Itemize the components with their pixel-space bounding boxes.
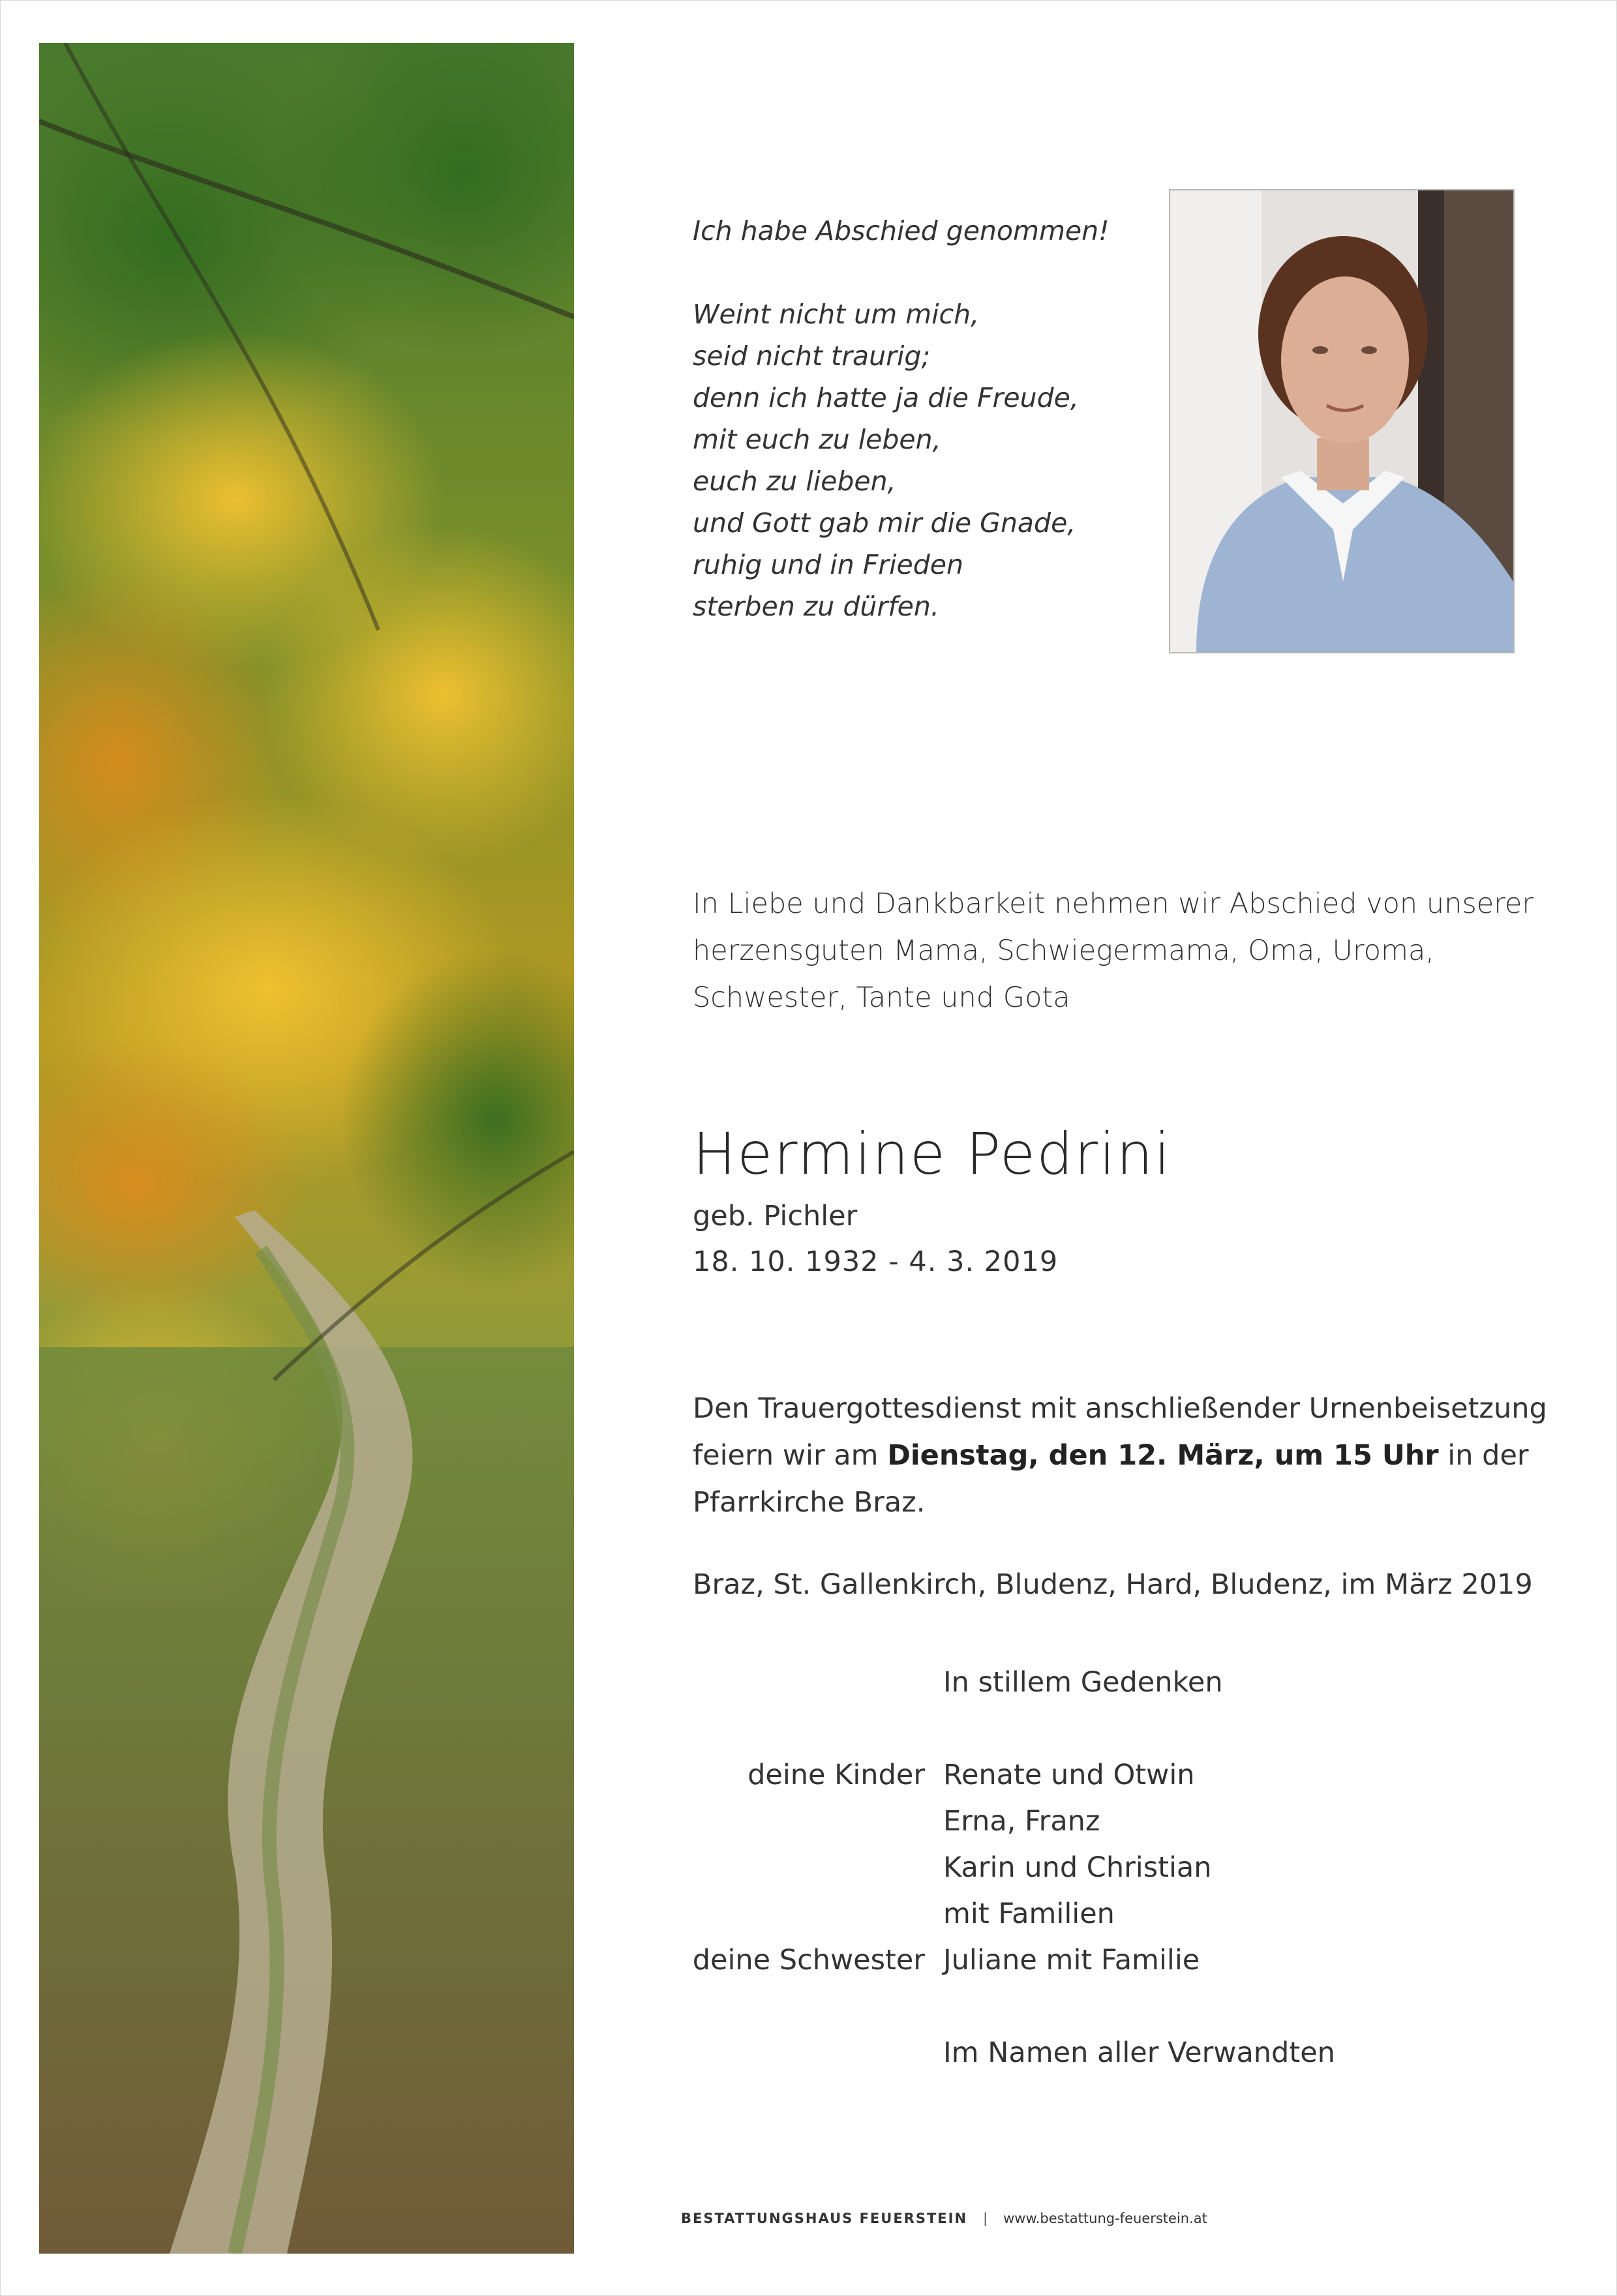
intro-line: In Liebe und Dankbarkeit nehmen wir Abschied von unserer — [693, 887, 1534, 920]
poem-line: ruhig und in Frieden — [693, 549, 964, 580]
website-link[interactable]: www.bestattung-feuerstein.at — [1003, 2211, 1207, 2226]
service-text: in der — [1438, 1439, 1529, 1472]
portrait-photo — [1169, 189, 1515, 653]
poem — [693, 210, 1136, 627]
mourner-name: mit Familien — [943, 1898, 1115, 1930]
poem-title: Ich habe Abschied genommen! — [693, 215, 1110, 246]
birth-name: geb. Pichler — [693, 1200, 858, 1232]
service-line — [693, 1432, 1580, 1479]
poem-line: denn ich hatte ja die Freude, — [693, 382, 1079, 413]
poem-line: euch zu lieben, — [693, 466, 896, 497]
poem-line: Weint nicht um mich, — [693, 299, 980, 330]
remembrance-text: In stillem Gedenken — [943, 1666, 1223, 1699]
service-line: Pfarrkirche Braz. — [693, 1486, 926, 1519]
intro-text — [693, 880, 1567, 1021]
deceased-name: Hermine Pedrini — [693, 1120, 1171, 1187]
poem-line: seid nicht traurig; — [693, 340, 931, 372]
footer — [681, 2211, 1207, 2226]
service-line: Den Trauergottesdienst mit anschließender Urnenbeisetzung — [693, 1392, 1547, 1425]
service-text: feiern wir am — [693, 1439, 888, 1472]
service-date: Dienstag, den 12. März, um 15 Uhr — [887, 1439, 1439, 1472]
children-role: deine Kinder — [748, 1759, 925, 1791]
poem-line: mit euch zu leben, — [693, 424, 941, 455]
life-dates: 18. 10. 1932 - 4. 3. 2019 — [693, 1245, 1059, 1278]
mourners — [652, 1660, 1565, 2076]
mourner-name: Juliane mit Familie — [943, 1944, 1200, 1976]
mourner-name: Karin und Christian — [943, 1851, 1212, 1884]
service-info — [693, 1385, 1580, 1526]
footer-separator: | — [983, 2211, 988, 2226]
mourner-name: Renate und Otwin — [943, 1759, 1195, 1791]
poem-line: und Gott gab mir die Gnade, — [693, 507, 1076, 539]
mourner-name: Erna, Franz — [943, 1805, 1100, 1838]
forest-path-image — [39, 43, 574, 2254]
place-date: Braz, St. Gallenkirch, Bludenz, Hard, Bludenz, im März 2019 — [693, 1568, 1533, 1601]
sister-role: deine Schwester — [692, 1944, 925, 1976]
poem-line: sterben zu dürfen. — [693, 591, 939, 622]
closing-text: Im Namen aller Verwandten — [943, 2036, 1335, 2069]
intro-line: Schwester, Tante und Gota — [693, 981, 1070, 1014]
funeral-home-name: BESTATTUNGSHAUS FEUERSTEIN — [681, 2211, 968, 2226]
intro-line: herzensguten Mama, Schwiegermama, Oma, Uroma, — [693, 934, 1434, 967]
